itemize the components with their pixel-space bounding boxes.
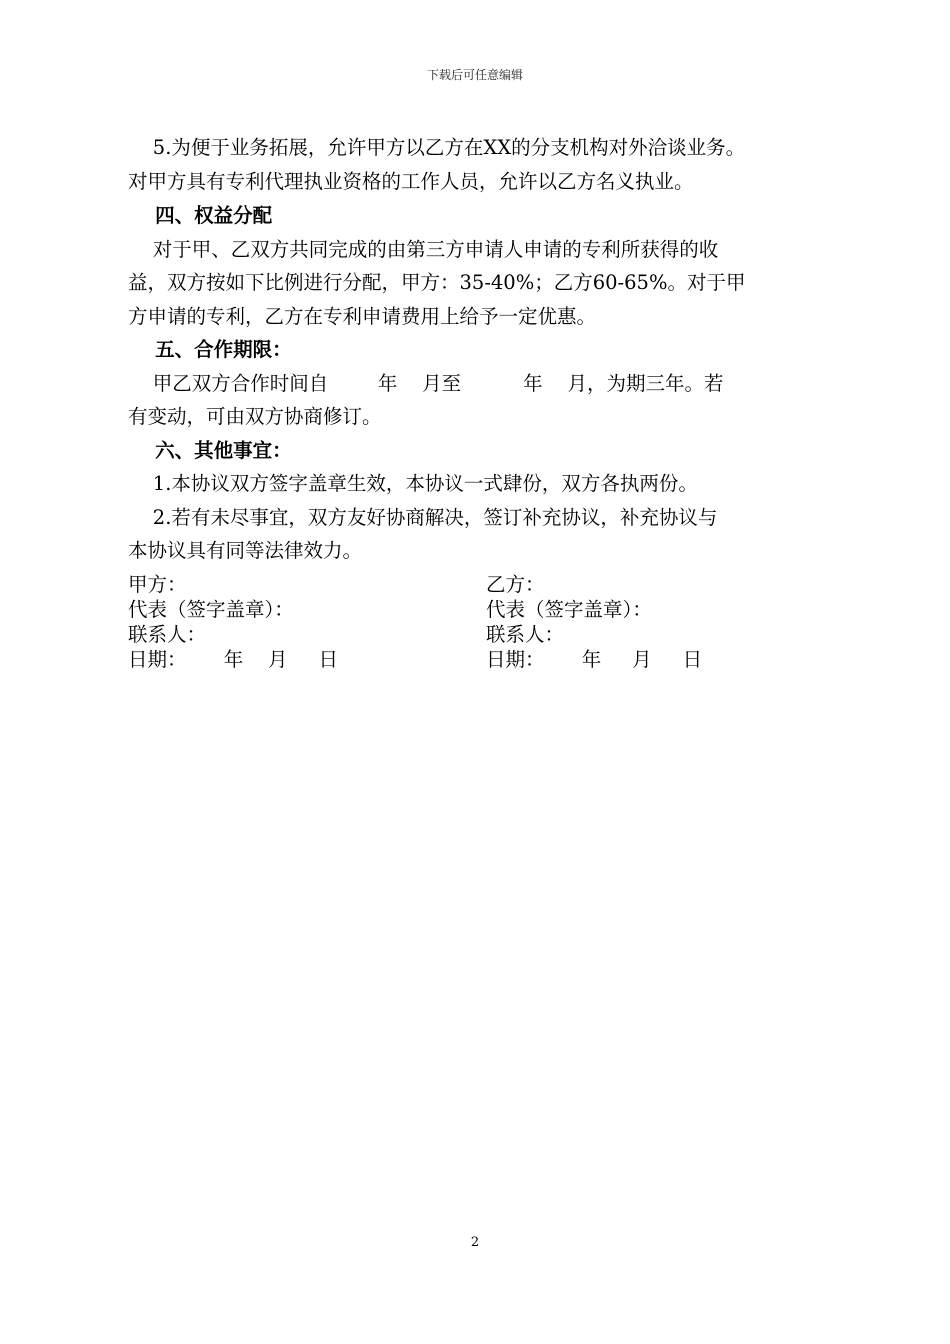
party-a-representative: 代表（签字盖章）： [128,598,294,621]
paragraph-line: 5.为便于业务拓展，允许甲方以乙方在XX的分支机构对外洽谈业务。 [128,136,746,159]
section-heading-term: 五、合作期限： [128,338,292,361]
section-heading-benefits: 四、权益分配 [128,204,273,227]
paragraph-line: 本协议具有同等法律效力。 [128,539,363,562]
party-a-label: 甲方： [128,573,187,596]
paragraph-line: 有变动，可由双方协商修订。 [128,405,382,428]
page-header: 下载后可任意编辑 [426,68,523,82]
paragraph-line: 益，双方按如下比例进行分配，甲方：35-40%；乙方60-65%。对于甲 [128,271,746,294]
paragraph-line: 对甲方具有专利代理执业资格的工作人员，允许以乙方名义执业。 [128,170,694,193]
party-b-date: 日期： 年 月 日 [486,648,703,671]
section-heading-other: 六、其他事宜： [128,439,292,462]
paragraph-line: 方申请的专利，乙方在专利申请费用上给予一定优惠。 [128,305,597,328]
party-a-contact: 联系人： [128,623,207,646]
party-b-label: 乙方： [486,573,545,596]
party-b-representative: 代表（签字盖章）： [486,598,652,621]
page-number: 2 [470,1235,480,1250]
paragraph-line: 甲乙双方合作时间自 年 月至 年 月，为期三年。若 [128,372,724,395]
paragraph-line: 对于甲、乙双方共同完成的由第三方申请人申请的专利所获得的收 [128,238,719,261]
paragraph-line: 1.本协议双方签字盖章生效，本协议一式肆份，双方各执两份。 [128,472,698,495]
paragraph-line: 2.若有未尽事宜，双方友好协商解决，签订补充协议，补充协议与 [128,506,718,529]
party-b-contact: 联系人： [486,623,565,646]
party-a-date: 日期： 年 月 日 [128,648,338,671]
